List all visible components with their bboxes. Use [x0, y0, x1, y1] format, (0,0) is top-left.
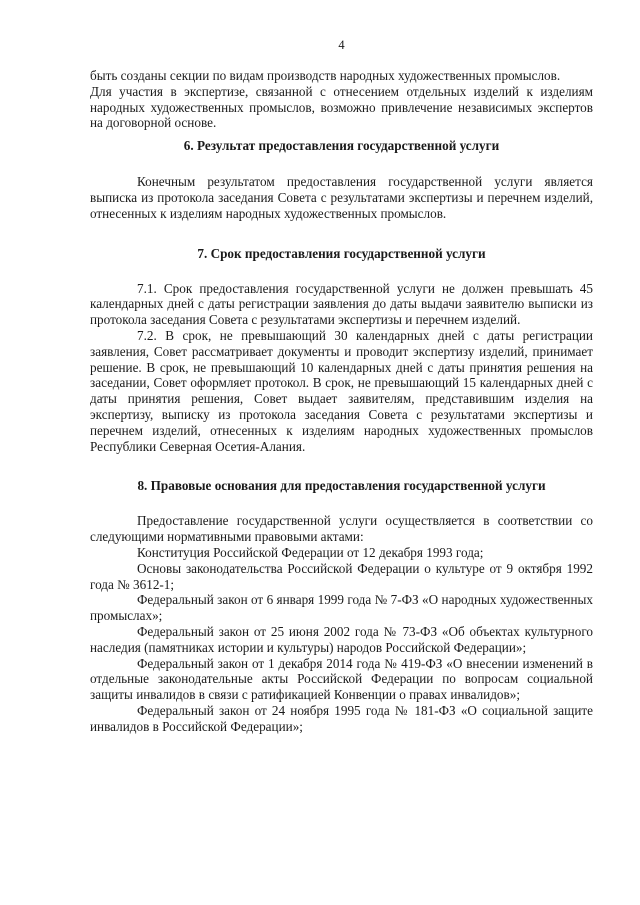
intro-paragraph-2: Для участия в экспертизе, связанной с отнесением отдельных изделий к изделиям народных художественных промыслов, возможно привлечение независимых экспертов на договорной основе.: [90, 83, 593, 131]
page-number: 4: [338, 38, 345, 52]
intro-paragraph-1: быть созданы секции по видам производств народных художественных промыслов.: [90, 68, 561, 83]
section-7-paragraph-2: 7.2. В срок, не превышающий 30 календарных дней с даты регистрации заявления, Совет рассматривает документы и проводит экспертизу изделий, принимает решение. В срок, не превышающий 10 календарных дней с даты принятия решения на заседании, Совет оформляет протокол. В срок, не превышающий 15 календарных дней с даты принятия решения, Совет выдает заявителям, представившим изделия на экспертизу, выписку из протокола заседания Совета с результатами экспертизы и перечнем изделий, отнесенных к изделиям народных художественных промыслов Республики Северная Осетия-Алания.: [90, 327, 593, 454]
section-8-paragraph-3: Основы законодательства Российской Федерации о культуре от 9 октября 1992 года № 3612-1;: [90, 560, 593, 592]
section-8-heading: 8. Правовые основания для предоставления государственной услуги: [137, 478, 546, 494]
section-6-paragraph-1: Конечным результатом предоставления государственной услуги является выписка из протокола заседания Совета с результатами экспертизы и перечнем изделий, отнесенных к изделиям народных художественных промыслов.: [90, 174, 593, 221]
section-8-paragraph-4: Федеральный закон от 6 января 1999 года № 7-ФЗ «О народных художественных промыслах»;: [90, 592, 593, 624]
section-8-paragraph-7: Федеральный закон от 24 ноября 1995 года № 181-ФЗ «О социальной защите инвалидов в Российской Федерации»;: [90, 702, 593, 734]
section-7-paragraph-1: 7.1. Срок предоставления государственной услуги не должен превышать 45 календарных дней с даты регистрации заявления до даты выдачи заявителю выписки из протокола заседания Совета с результатами экспертизы и перечнем изделий.: [90, 280, 593, 328]
section-8-paragraph-2: Конституция Российской Федерации от 12 декабря 1993 года;: [137, 544, 484, 560]
section-8-paragraph-6: Федеральный закон от 1 декабря 2014 года № 419-ФЗ «О внесении изменений в отдельные законодательные акты Российской Федерации по вопросам социальной защиты инвалидов в связи с ратификацией Конвенции о правах инвалидов»;: [90, 655, 593, 703]
section-6-heading: 6. Результат предоставления государственной услуги: [183, 138, 500, 154]
section-7-heading: 7. Срок предоставления государственной услуги: [197, 245, 486, 261]
section-8-paragraph-5: Федеральный закон от 25 июня 2002 года № 73-ФЗ «Об объектах культурного наследия (памятниках истории и культуры) народов Российской Федерации»;: [90, 623, 593, 655]
section-8-paragraph-1: Предоставление государственной услуги осуществляется в соответствии со следующими нормативными правовыми актами:: [90, 513, 593, 545]
